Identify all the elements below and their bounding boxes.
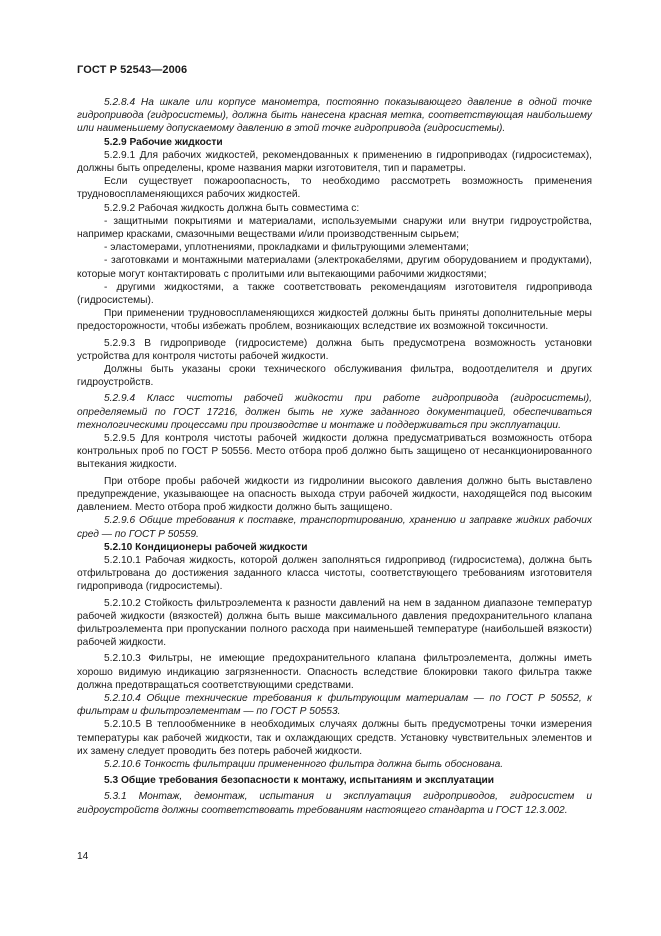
- paragraph: 5.2.9.5 Для контроля чистоты рабочей жидкости должна предусматриваться возможность отбора контрольных проб по ГОСТ Р 50556. Место отбора проб должно быть защищено от несанкционированного вытекания жидкости.: [77, 433, 592, 471]
- paragraph: 5.2.10.4 Общие технические требования к фильтрующим материалам — по ГОСТ Р 50552, к фильтрам и фильтроэлементам — по ГОСТ Р 50553.: [77, 692, 592, 718]
- section-heading: 5.2.9 Рабочие жидкости: [104, 136, 223, 148]
- paragraph: - другими жидкостями, а также соответствовать рекомендациям изготовителя гидропривода (гидросистемы).: [77, 281, 592, 307]
- paragraph: - защитными покрытиями и материалами, используемыми снаружи или внутри гидроустройства, например красками, смазочными веществами и/или производственным сырьем;: [77, 215, 592, 241]
- section-heading: 5.3 Общие требования безопасности к монтажу, испытаниям и эксплуатации: [104, 775, 495, 787]
- paragraph: Если существует пожароопасность, то необходимо рассмотреть возможность применения трудновоспламеняющихся рабочих жидкостей.: [77, 176, 592, 201]
- paragraph: 5.2.8.4 На шкале или корпусе манометра, постоянно показывающего давление в одной точке гидропривода (гидросистемы), должна быть нанесена красная метка, соответствующая наибольшему или наименьшему допускаемому давлению в этой точке гидропривода (гидросистемы).: [77, 97, 592, 135]
- document-header: ГОСТ Р 52543—2006: [77, 64, 188, 76]
- paragraph: 5.2.10.1 Рабочая жидкость, которой должен заполняться гидропривод (гидросистема), должна быть отфильтрована до достижения заданного класса чистоты, соответствующего требованиям изготовителя гидропривода (гидросистемы).: [77, 554, 592, 593]
- paragraph: - эластомерами, уплотнениями, прокладками и фильтрующими элементами;: [104, 242, 469, 254]
- section-heading: 5.2.10 Кондиционеры рабочей жидкости: [104, 541, 308, 553]
- paragraph: 5.2.10.6 Тонкость фильтрации примененного фильтра должна быть обоснована.: [104, 758, 504, 770]
- paragraph: - заготовками и монтажными материалами (электрокабелями, другим оборудованием и продуктами), которые могут контактировать с пролитыми или вытекающими рабочими жидкостями;: [77, 255, 592, 280]
- paragraph: 5.2.10.5 В теплообменнике в необходимых случаях должны быть предусмотрены точки измерения температуры как рабочей жидкости, так и охлаждающих средств. Установку чувствительных элементов и их замену следует проводить без потерь рабочей жидкости.: [77, 719, 592, 757]
- paragraph: При применении трудновоспламеняющихся жидкостей должны быть приняты дополнительные меры предосторожности, чтобы избежать проблем, возникающих вследствие их возможной токсичности.: [77, 308, 592, 333]
- paragraph: 5.3.1 Монтаж, демонтаж, испытания и эксплуатация гидроприводов, гидросистем и гидроустройств должны соответствовать требованиям настоящего стандарта и ГОСТ 12.3.002.: [77, 791, 592, 816]
- paragraph: 5.2.9.4 Класс чистоты рабочей жидкости при работе гидропривода (гидросистемы), определяемый по ГОСТ 17216, должен быть не хуже заданного документацией, обеспечиваться технологическими процессами при производстве и монтаже и поддерживаться при эксплуатации.: [77, 393, 592, 431]
- page-number: 14: [77, 851, 89, 862]
- document-body: [77, 96, 592, 817]
- paragraph: При отборе пробы рабочей жидкости из гидролинии высокого давления должно быть выставлено предупреждение, указывающее на опасность выхода струи рабочей жидкости, находящейся под высоким давлением. Место отбора проб жидкости должно быть защищено.: [77, 475, 592, 514]
- paragraph: 5.2.9.2 Рабочая жидкость должна быть совместима с:: [104, 202, 360, 214]
- paragraph: 5.2.9.3 В гидроприводе (гидросистеме) должна быть предусмотрена возможность установки устройства для контроля чистоты рабочей жидкости.: [77, 337, 592, 362]
- paragraph: 5.2.9.6 Общие требования к поставке, транспортированию, хранению и заправке жидких рабочих сред — по ГОСТ Р 50559.: [77, 515, 592, 540]
- paragraph: 5.2.9.1 Для рабочих жидкостей, рекомендованных к применению в гидроприводах (гидросистемах), должны быть определены, кроме названия марки изготовителя, тип и параметры.: [77, 149, 592, 175]
- paragraph: 5.2.10.3 Фильтры, не имеющие предохранительного клапана фильтроэлемента, должны иметь хорошо видимую индикацию загрязненности. Опасность вследствие блокировки такого фильтра также должна предотвращаться соответствующими средствами.: [77, 653, 592, 691]
- paragraph: 5.2.10.2 Стойкость фильтроэлемента к разности давлений на нем в заданном диапазоне температур рабочей жидкости (вязкостей) должна быть выше максимального давления предохранительного клапана фильтроэлемента при пропускании полного расхода при наименьшей температуре (наибольшей вязкости) рабочей жидкости.: [77, 597, 592, 649]
- paragraph: Должны быть указаны сроки технического обслуживания фильтра, водоотделителя и других гидроустройств.: [77, 364, 592, 389]
